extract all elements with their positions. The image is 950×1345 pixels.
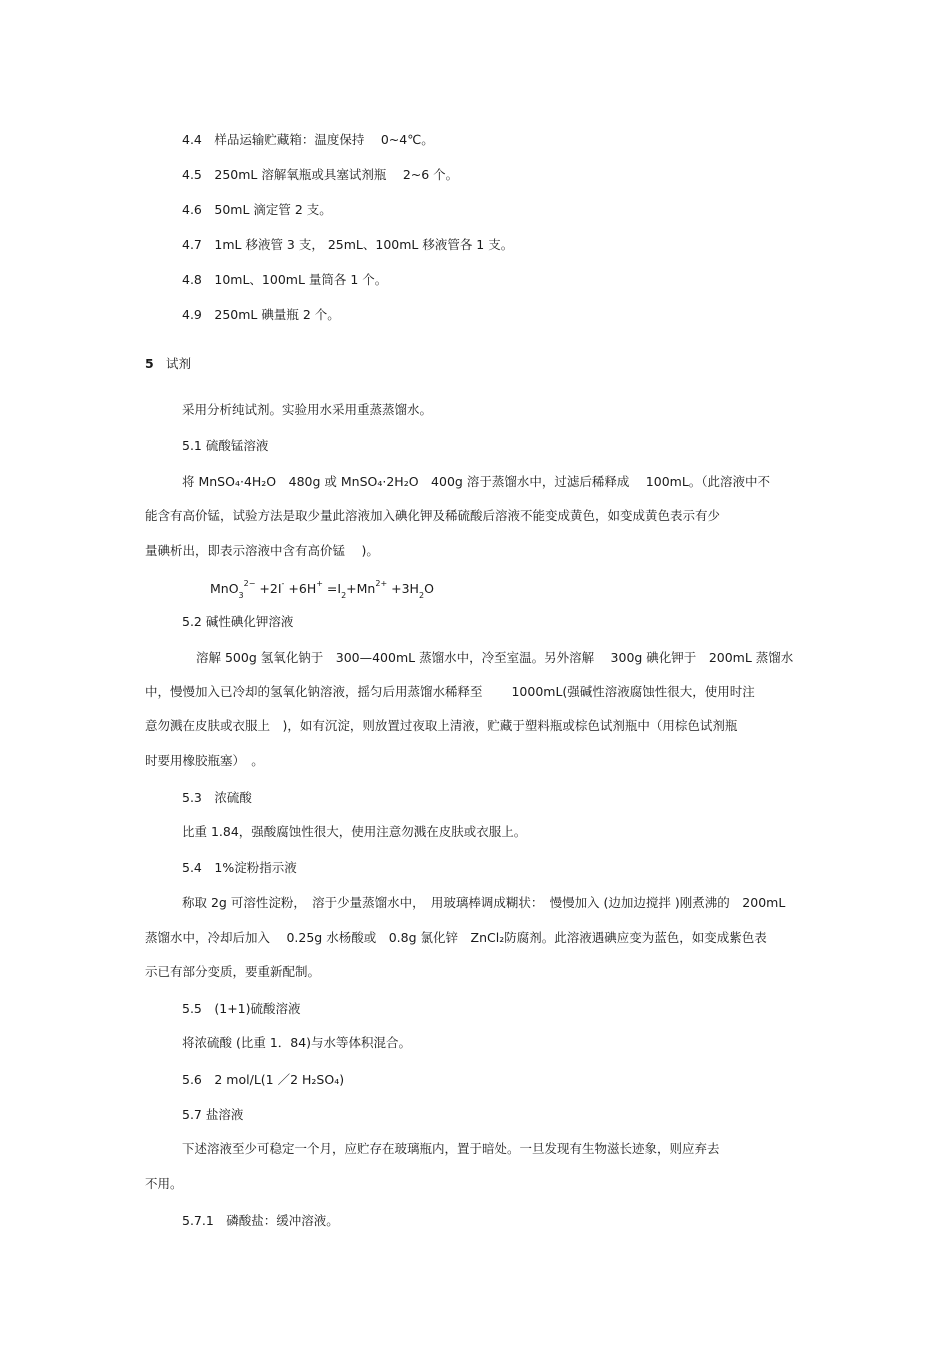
item-4-4: 4.4 样品运输贮藏箱：温度保持 0~4℃。 (182, 132, 434, 147)
item-4-7: 4.7 1mL 移液管 3 支， 25mL、100mL 移液管各 1 支。 (182, 237, 514, 252)
heading-5-7: 5.7 盐溶液 (182, 1107, 244, 1122)
eq-sub2a: 2 (341, 590, 347, 600)
eq-mn: +Mn (346, 581, 376, 597)
eq-sub3: 3 (238, 590, 244, 600)
para-5-3: 比重 1.84，强酸腐蚀性很大，使用注意勿溅在皮肤或衣服上。 (182, 824, 527, 839)
para-5-2-line2: 中，慢慢加入已冷却的氢氧化钠溶液，摇匀后用蒸馏水稀释至 1000mL(强碱性溶液腐蚀性很大，使用时注 (145, 684, 755, 699)
reagent-intro: 采用分析纯试剂。实验用水采用重蒸蒸馏水。 (182, 402, 433, 417)
section-5-title: 试剂 (166, 356, 192, 371)
para-5-2-line3: 意勿溅在皮肤或衣服上 )，如有沉淀，则放置过夜取上清液，贮藏于塑料瓶或棕色试剂瓶中（用棕色试剂瓶 (145, 718, 738, 733)
heading-5-6: 5.6 2 mol/L(1 ／2 H₂SO₄) (182, 1072, 345, 1087)
eq-mno: MnO (210, 581, 239, 597)
eq-sub2b: 2 (418, 590, 425, 600)
manganese-equation (210, 578, 434, 603)
heading-5-7-1: 5.7.1 磷酸盐：缓冲溶液。 (182, 1213, 339, 1228)
eq-plus: + (316, 579, 323, 588)
para-5-4-line1: 称取 2g 可溶性淀粉， 溶于少量蒸馏水中， 用玻璃棒调成糊状： 慢慢加入 (边加边搅拌 )刚煮沸的 200mL (182, 895, 786, 910)
eq-charge: 2− (243, 579, 256, 588)
para-5-1-line1: 将 MnSO₄·4H₂O 480g 或 MnSO₄·2H₂O 400g 溶于蒸馏水中，过滤后稀释成 100mL。（此溶液中不 (182, 474, 771, 489)
heading-5-1: 5.1 硫酸锰溶液 (182, 438, 269, 453)
heading-5-3: 5.3 浓硫酸 (182, 790, 252, 805)
heading-5-2: 5.2 碱性碘化钾溶液 (182, 614, 294, 629)
eq-iodine: =I (322, 581, 342, 597)
para-5-2-line1: 溶解 500g 氢氧化钠于 300—400mL 蒸馏水中，冷至室温。另外溶解 300g 碘化钾于 200mL 蒸馏水 (196, 650, 794, 665)
para-5-2-line4: 时要用橡胶瓶塞） 。 (145, 753, 264, 768)
eq-charge2: 2+ (375, 579, 388, 588)
item-4-9: 4.9 250mL 碘量瓶 2 个。 (182, 307, 340, 322)
item-4-5: 4.5 250mL 溶解氧瓶或具塞试剂瓶 2~6 个。 (182, 167, 459, 182)
para-5-1-line3: 量碘析出，即表示溶液中含有高价锰 )。 (145, 543, 379, 558)
section-5-number: 5 (145, 356, 154, 371)
para-5-7-line2: 不用。 (145, 1176, 183, 1191)
para-5-5: 将浓硫酸 (比重 1．84)与水等体积混合。 (182, 1035, 412, 1050)
para-5-7-line1: 下述溶液至少可稳定一个月，应贮存在玻璃瓶内，置于暗处。一旦发现有生物滋长迹象，则应弃去 (182, 1141, 720, 1156)
heading-5-5: 5.5 (1+1)硫酸溶液 (182, 1001, 301, 1016)
eq-minus: - (281, 579, 285, 588)
eq-hydrogen: +6H (284, 581, 317, 597)
para-5-4-line3: 示已有部分变质，要重新配制。 (145, 964, 321, 979)
eq-water-o: O (424, 581, 434, 597)
item-4-8: 4.8 10mL、100mL 量筒各 1 个。 (182, 272, 388, 287)
heading-5-4: 5.4 1%淀粉指示液 (182, 860, 297, 875)
para-5-1-line2: 能含有高价锰，试验方法是取少量此溶液加入碘化钾及稀硫酸后溶液不能变成黄色，如变成黄色表示有少 (145, 508, 721, 523)
para-5-4-line2: 蒸馏水中，冷却后加入 0.25g 水杨酸或 0.8g 氯化锌 ZnCl₂防腐剂。此溶液遇碘应变为蓝色，如变成紫色表 (145, 930, 767, 945)
eq-water-h: +3H (387, 581, 419, 597)
item-4-6: 4.6 50mL 滴定管 2 支。 (182, 202, 332, 217)
eq-iodide: +2I (255, 581, 282, 597)
